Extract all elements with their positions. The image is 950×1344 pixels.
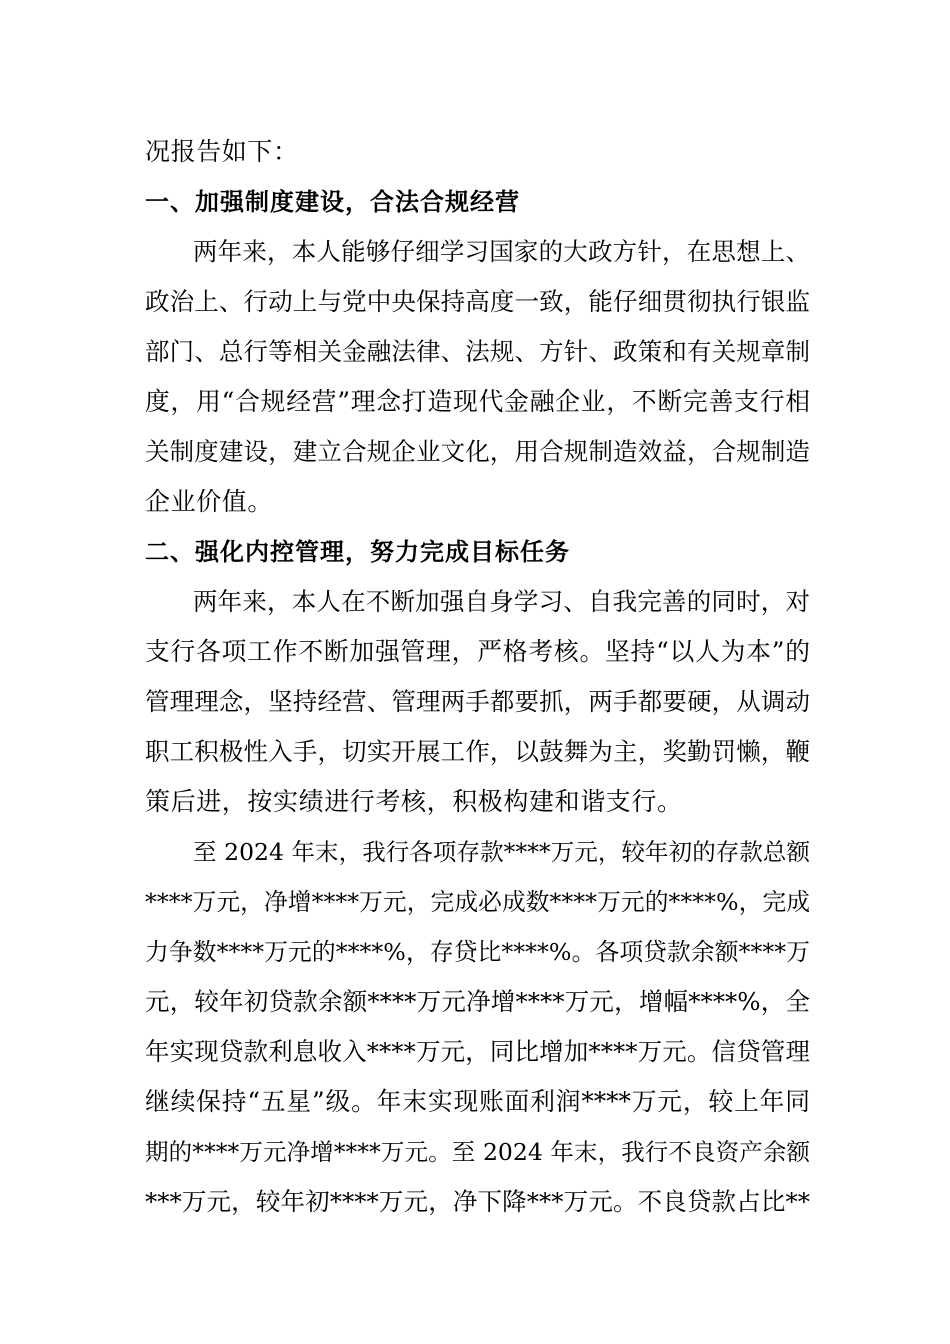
paragraph-line: 企业价值。	[145, 487, 274, 516]
paragraph-line: 期的****万元净增****万元。至 2024 年末，我行不良资产余额	[145, 1138, 810, 1166]
paragraph-line: 继续保持“五星”级。年末实现账面利润****万元，较上年同	[145, 1087, 810, 1116]
paragraph-line: 管理理念，坚持经营、管理两手都要抓，两手都要硬，从调动	[145, 687, 810, 716]
paragraph-line: 关制度建设，建立合规企业文化，用合规制造效益，合规制造	[145, 437, 810, 466]
paragraph-line: 两年来，本人能够仔细学习国家的大政方针，在思想上、	[193, 237, 810, 266]
paragraph-line: 元，较年初贷款余额****万元净增****万元，增幅****%，全	[145, 987, 810, 1016]
paragraph-line: 度，用“合规经营”理念打造现代金融企业，不断完善支行相	[145, 387, 810, 416]
section-1-heading: 一、加强制度建设，合法合规经营	[145, 188, 520, 216]
intro-line: 况报告如下：	[145, 137, 299, 166]
paragraph-line: 年实现贷款利息收入****万元，同比增加****万元。信贷管理	[145, 1037, 810, 1066]
paragraph-line: ****万元，净增****万元，完成必成数****万元的****%，完成	[145, 888, 810, 916]
paragraph-line: ***万元，较年初****万元，净下降***万元。不良贷款占比**	[145, 1187, 810, 1216]
paragraph-line: 政治上、行动上与党中央保持高度一致，能仔细贯彻执行银监	[145, 287, 810, 316]
paragraph-line: 策后进，按实绩进行考核，积极构建和谐支行。	[145, 787, 683, 816]
section-2-heading: 二、强化内控管理，努力完成目标任务	[145, 538, 570, 566]
paragraph-line: 至 2024 年末，我行各项存款****万元，较年初的存款总额	[193, 838, 810, 866]
paragraph-line: 力争数****万元的****%，存贷比****%。各项贷款余额****万	[145, 938, 810, 966]
paragraph-line: 部门、总行等相关金融法律、法规、方针、政策和有关规章制	[145, 337, 810, 366]
paragraph-line: 支行各项工作不断加强管理，严格考核。坚持“以人为本”的	[145, 637, 810, 666]
paragraph-line: 两年来，本人在不断加强自身学习、自我完善的同时，对	[193, 587, 810, 616]
paragraph-line: 职工积极性入手，切实开展工作，以鼓舞为主，奖勤罚懒，鞭	[145, 737, 810, 766]
